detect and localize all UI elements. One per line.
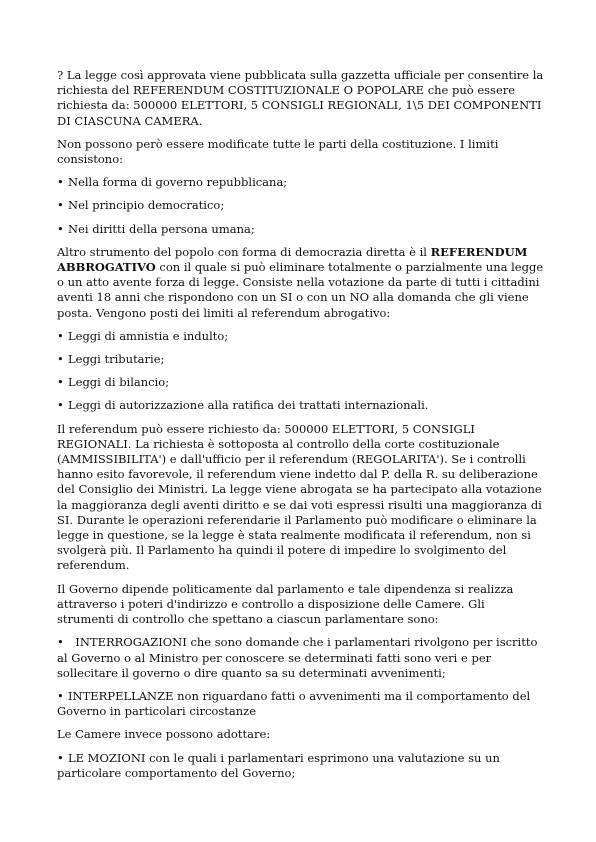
adoptions-list (57, 751, 545, 781)
paragraph-governo-parlamento: Il Governo dipende politicamente dal parlamento e tale dipendenza si realizza attraverso i poteri d'indirizzo e controllo a disposizione delle Camere. Gli strumenti di controllo che spettano a ciascun parlamentare sono: (57, 581, 514, 627)
paragraph-limiti-intro: Non possono però essere modificate tutte le parti della costituzione. I limiti consistono: (57, 136, 499, 167)
list-item: • Leggi di amnistia e indulto; (57, 328, 229, 343)
referendum-abrogativo-term: REFERENDUM ABBROGATIVO (57, 244, 528, 275)
bullet-icon: • (57, 375, 64, 390)
bullet-icon: • (57, 635, 64, 650)
bullet-icon: • (57, 352, 64, 367)
list-item: • INTERPELLANZE non riguardano fatti o avvenimenti ma il comportamento del Governo in particolari circostanze (57, 688, 531, 719)
limits-list (57, 175, 545, 237)
list-item: • Nel principio democratico; (57, 198, 225, 213)
bullet-icon: • (57, 328, 64, 343)
bullet-icon: • (57, 175, 64, 190)
bullet-icon: • (57, 398, 64, 413)
list-item: • LE MOZIONI con le quali i parlamentari esprimono una valutazione su un particolare comportamento del Governo; (57, 750, 500, 780)
bullet-icon: • (57, 198, 64, 213)
paragraph-camere-adottare: Le Camere invece possono adottare: (57, 727, 271, 742)
paragraph-procedura-referendum: Il referendum può essere richiesto da: 500000 ELETTORI, 5 CONSIGLI REGIONALI. La richiesta è sottoposta al controllo della corte costituzionale (AMMISSIBILITA') e dall'ufficio per il referendum (REGOLARITA'). Se i controlli hanno esito favorevole, il referendum viene indetto dal P. della R. su deliberazione del Consiglio dei Ministri. La legge viene abrogata se ha partecipato alla votazione la maggioranza degli aventi diritto e se dai voti espressi risulti una maggioranza di SI. Durante le operazioni referendarie il Parlamento può modificare o eliminare la legge in questione, se la legge è stata realmente modificata il referendum, non si svolgerà più. Il Parlamento ha quindi il potere di impedire lo svolgimento del referendum. (57, 421, 542, 573)
bullet-icon: • (57, 750, 64, 765)
controls-list (57, 635, 545, 719)
list-item: • Nella forma di governo repubblicana; (57, 175, 288, 190)
document-page (57, 68, 545, 789)
paragraph-referendum-abrogativo: Altro strumento del popolo con forma di democrazia diretta è il REFERENDUM ABBROGATIVO con il quale si può eliminare totalmente o parzialmente una legge o un atto avente forza di legge. Consiste nella votazione da parte di tutti i cittadini aventi 18 anni che rispondono con un SI o con un NO alla domanda che gli viene posta. Vengono posti dei limiti al referendum abrogativo: (57, 244, 544, 320)
list-item: • Leggi di autorizzazione alla ratifica dei trattati internazionali. (57, 398, 429, 413)
paragraph-referendum-costituzionale: ? La legge così approvata viene pubblicata sulla gazzetta ufficiale per consentire la richiesta del REFERENDUM COSTITUZIONALE O POPOLARE che può essere richiesta da: 500000 ELETTORI, 5 CONSIGLI REGIONALI, 1\5 DEI COMPONENTI DI CIASCUNA CAMERA. (57, 68, 544, 128)
list-item: • INTERROGAZIONI che sono domande che i parlamentari rivolgono per iscritto al Governo o al Ministro per conoscere se determinati fatti sono veri e per sollecitare il governo o dire quanto sa su determinati avvenimenti; (57, 635, 542, 680)
list-item: • Nei diritti della persona umana; (57, 221, 255, 236)
bullet-icon: • (57, 688, 64, 703)
bullet-icon: • (57, 221, 64, 236)
list-item: • Leggi di bilancio; (57, 375, 170, 390)
abrogative-limits-list (57, 329, 545, 414)
list-item: • Leggi tributarie; (57, 352, 165, 367)
